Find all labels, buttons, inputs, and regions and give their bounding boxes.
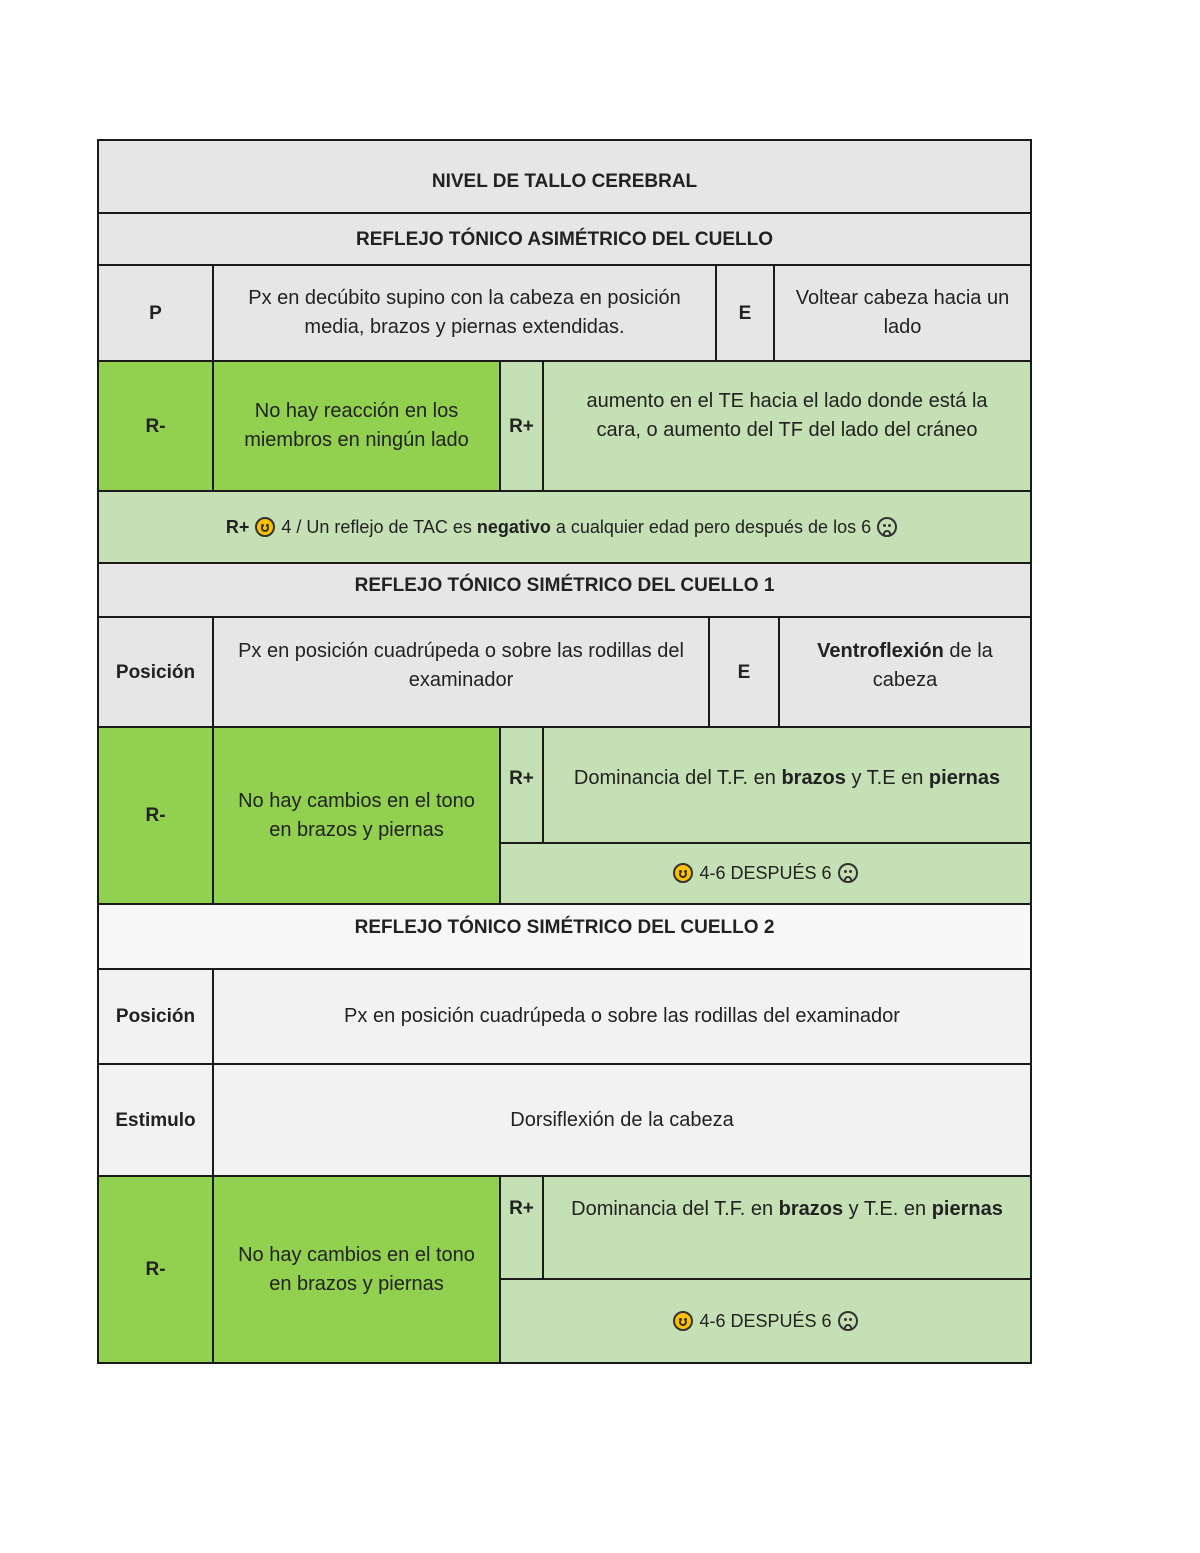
rtac-rneg-label	[97, 360, 214, 492]
rtsc1-rneg-text	[212, 726, 501, 905]
rtsc2-rpos-c: y T.E. en	[843, 1198, 932, 1220]
rtac-rpos-text-content: aumento en el TE hacia el lado donde está la cara, o aumento del TF del lado del cráneo	[586, 390, 988, 441]
frowning-face-icon	[877, 517, 897, 537]
rtac-note-bold: negativo	[476, 516, 551, 537]
rtsc1-age-text: 4-6 DESPUÉS 6	[699, 863, 832, 883]
rtsc1-e-label-text: E	[737, 661, 751, 683]
rtac-note-a: 4 / Un reflejo de TAC es	[281, 516, 477, 537]
rtsc1-header	[97, 562, 1032, 618]
rtac-rneg-label-text: R-	[145, 415, 166, 437]
smiley-face-icon	[673, 1311, 693, 1331]
rtsc1-age	[499, 842, 1032, 905]
smiley-face-icon	[673, 863, 693, 883]
rtac-note	[97, 490, 1032, 564]
rtac-p-text-content: Px en decúbito supino con la cabeza en posición media, brazos y piernas extendidas.	[248, 287, 681, 338]
rtsc2-rpos-label-text: R+	[509, 1198, 534, 1219]
rtsc2-pos-label	[97, 968, 214, 1065]
rtac-note-lead: R+	[225, 516, 250, 537]
rtac-header	[97, 212, 1032, 266]
rtsc2-rpos-label	[499, 1175, 544, 1280]
rtsc2-rpos-b1: brazos	[778, 1198, 844, 1220]
rtsc1-rneg-label	[97, 726, 214, 905]
rtac-rpos-text	[542, 360, 1032, 492]
rtsc2-est-label	[97, 1063, 214, 1177]
rtsc1-e-text	[778, 616, 1032, 728]
rtsc2-header	[97, 903, 1032, 970]
rtac-rneg-text	[212, 360, 501, 492]
rtsc2-pos-text-content: Px en posición cuadrúpeda o sobre las rodillas del examinador	[344, 1005, 900, 1027]
rtac-e-text-content: Voltear cabeza hacia un lado	[795, 287, 1010, 338]
rtac-e-label	[715, 264, 775, 362]
rtsc2-header-text: REFLEJO TÓNICO SIMÉTRICO DEL CUELLO 2	[354, 917, 775, 938]
rtsc1-rneg-label-text: R-	[145, 805, 166, 826]
rtsc1-rpos-b2: piernas	[928, 767, 1001, 789]
rtsc2-pos-text	[212, 968, 1032, 1065]
rtsc2-est-text-content: Dorsiflexión de la cabeza	[510, 1108, 734, 1131]
rtsc1-rneg-text-content: No hay cambios en el tono en brazos y piernas	[238, 789, 475, 841]
rtsc2-age	[499, 1278, 1032, 1364]
rtac-p-label	[97, 264, 214, 362]
rtac-rpos-label-text: R+	[509, 415, 534, 437]
rtsc1-rpos-c: y T.E en	[845, 767, 929, 789]
rtsc2-rneg-label-text: R-	[145, 1259, 166, 1280]
rtsc1-rpos-label-text: R+	[509, 768, 534, 789]
rtsc2-est-text	[212, 1063, 1032, 1177]
smiley-face-icon	[255, 517, 275, 537]
rtac-note-b: a cualquier edad pero después de los 6	[550, 516, 872, 537]
rtsc1-e-label	[708, 616, 780, 728]
rtsc1-rpos-a: Dominancia del T.F. en	[573, 767, 782, 789]
rtsc2-rpos-a: Dominancia del T.F. en	[571, 1198, 779, 1220]
rtsc1-pos-text	[212, 616, 710, 728]
rtsc1-header-text: REFLEJO TÓNICO SIMÉTRICO DEL CUELLO 1	[354, 574, 775, 596]
rtac-p-label-text: P	[149, 302, 162, 324]
rtsc1-e-rest: de la cabeza	[872, 640, 993, 691]
rtsc1-rpos-label	[499, 726, 544, 844]
rtac-e-label-text: E	[738, 302, 752, 324]
rtsc1-rpos-text	[542, 726, 1032, 844]
rtsc2-rneg-text-content: No hay cambios en el tono en brazos y piernas	[238, 1243, 475, 1295]
rtsc2-est-label-text: Estimulo	[115, 1109, 196, 1131]
rtsc1-pos-label-text: Posición	[115, 661, 196, 683]
rtsc1-e-bold: Ventroflexión	[817, 640, 944, 662]
rtsc1-pos-text-content: Px en posición cuadrúpeda o sobre las rodillas del examinador	[238, 640, 684, 691]
rtsc2-rneg-text	[212, 1175, 501, 1364]
rtsc2-pos-label-text: Posición	[115, 1006, 196, 1027]
frowning-face-icon	[838, 863, 858, 883]
rtsc2-rpos-text	[542, 1175, 1032, 1280]
page-title	[97, 139, 1032, 214]
rtsc1-rpos-b1: brazos	[781, 767, 846, 789]
rtac-rneg-text-content: No hay reacción en los miembros en ningún lado	[244, 400, 469, 451]
rtsc1-pos-label	[97, 616, 214, 728]
rtac-e-text	[773, 264, 1032, 362]
rtsc2-rneg-label	[97, 1175, 214, 1364]
frowning-face-icon	[838, 1311, 858, 1331]
rtsc2-age-text: 4-6 DESPUÉS 6	[699, 1310, 832, 1331]
rtac-rpos-label	[499, 360, 544, 492]
rtac-header-text: REFLEJO TÓNICO ASIMÉTRICO DEL CUELLO	[356, 228, 773, 250]
rtac-p-text	[212, 264, 717, 362]
title-text: NIVEL DE TALLO CEREBRAL	[431, 171, 698, 192]
rtsc2-rpos-b2: piernas	[931, 1198, 1003, 1220]
